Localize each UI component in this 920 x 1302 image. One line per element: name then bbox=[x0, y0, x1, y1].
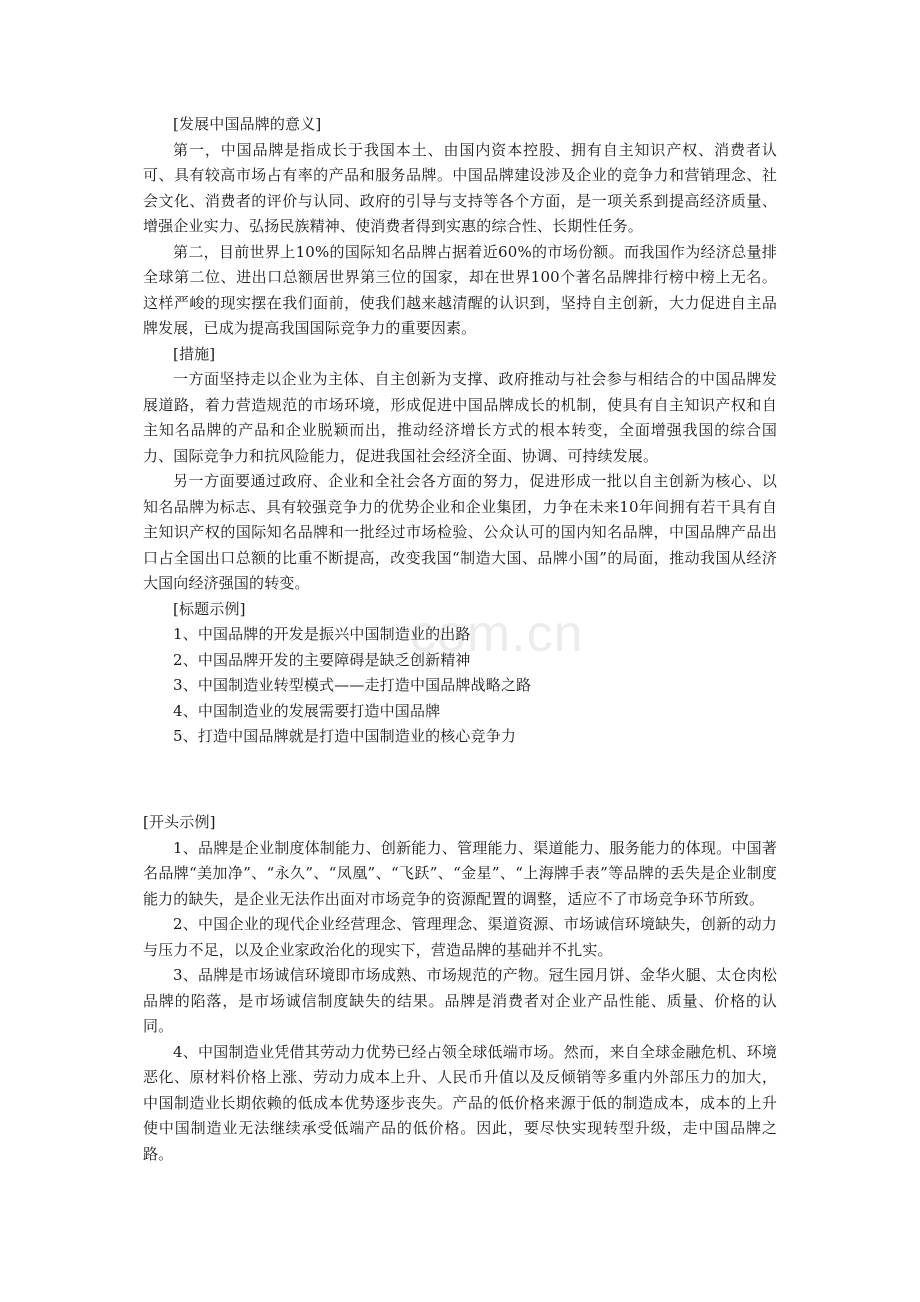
title-example-item: 3、中国制造业转型模式——走打造中国品牌战略之路 bbox=[173, 676, 532, 694]
significance-heading: [发展中国品牌的意义] bbox=[173, 115, 322, 133]
measures-paragraph-2: 另一方面要通过政府、企业和全社会各方面的努力，促进形成一批以自主创新为核心、以知名品牌为标志、具有较强竞争力的优势企业和企业集团，力争在未来10年间拥有若干具有自主知识产权的国际知名品牌和一批经过市场检验、公众认可的国内知名品牌，中国品牌产品出口占全国出口总额的比重不断提高，改变我国“制造大国、品牌小国”的局面，推动我国从经济大国向经济强国的转变。 bbox=[143, 472, 777, 592]
title-example-item: 1、中国品牌的开发是振兴中国制造业的出路 bbox=[173, 625, 471, 643]
opening-example-paragraph-3: 3、品牌是市场诚信环境即市场成熟、市场规范的产物。冠生园月饼、金华火腿、太仓肉松品牌的陷落，是市场诚信制度缺失的结果。品牌是消费者对企业产品性能、质量、价格的认同。 bbox=[143, 966, 777, 1035]
opening-examples-heading: [开头示例] bbox=[143, 813, 216, 831]
opening-example-paragraph-1: 1、品牌是企业制度体制能力、创新能力、管理能力、渠道能力、服务能力的体现。中国著名品牌“美加净”、“永久”、“凤凰”、“飞跃”、“金星”、“上海牌手表”等品牌的丢失是企业制度能力的缺失，是企业无法作出面对市场竞争的资源配置的调整，适应不了市场竞争环节所致。 bbox=[143, 838, 777, 908]
title-example-item: 2、中国品牌开发的主要障碍是缺乏创新精神 bbox=[173, 650, 471, 669]
title-example-item: 5、打造中国品牌就是打造中国制造业的核心竞争力 bbox=[173, 727, 516, 745]
opening-example-paragraph-2: 2、中国企业的现代企业经营理念、管理理念、渠道资源、市场诚信环境缺失，创新的动力与压力不足，以及企业家政治化的现实下，营造品牌的基础并不扎实。 bbox=[143, 915, 777, 959]
title-examples-heading: [标题示例] bbox=[173, 599, 246, 618]
watermark: com.cn bbox=[410, 605, 584, 663]
significance-paragraph-1: 第一，中国品牌是指成长于我国本土、由国内资本控股、拥有自主知识产权、消费者认可、具有较高市场占有率的产品和服务品牌。中国品牌建设涉及企业的竞争力和营销理念、社会文化、消费者的评价与认同、政府的引导与支持等各个方面，是一项关系到提高经济质量、增强企业实力、弘扬民族精神、使消费者得到实惠的综合性、长期性任务。 bbox=[143, 140, 777, 235]
document-section-bottom bbox=[143, 810, 777, 1167]
measures-paragraph-1: 一方面坚持走以企业为主体、自主创新为支撑、政府推动与社会参与相结合的中国品牌发展道路，着力营造规范的市场环境，形成促进中国品牌成长的机制，使具有自主知识产权和自主知名品牌的产品和企业脱颖而出，推动经济增长方式的根本转变，全面增强我国的综合国力、国际竞争力和抗风险能力，促进我国社会经济全面、协调、可持续发展。 bbox=[143, 370, 777, 465]
significance-paragraph-2: 第二，目前世界上10%的国际知名品牌占据着近60%的市场份额。而我国作为经济总量排全球第二位、进出口总额居世界第三位的国家，却在世界100个著名品牌排行榜中榜上无名。这样严峻的现实摆在我们面前，使我们越来越清醒的认识到，坚持自主创新，大力促进自主品牌发展，已成为提高我国国际竞争力的重要因素。 bbox=[143, 242, 777, 337]
opening-example-paragraph-4: 4、中国制造业凭借其劳动力优势已经占领全球低端市场。然而，来自全球金融危机、环境恶化、原材料价格上涨、劳动力成本上升、人民币升值以及反倾销等多重内外部压力的加大，中国制造业长期依赖的低成本优势逐步丧失。产品的低价格来源于低的制造成本，成本的上升使中国制造业无法继续承受低端产品的低价格。因此，要尽快实现转型升级，走中国品牌之路。 bbox=[143, 1042, 777, 1163]
title-example-item: 4、中国制造业的发展需要打造中国品牌 bbox=[173, 701, 441, 720]
document-section-top bbox=[143, 112, 777, 750]
measures-heading: [措施] bbox=[173, 344, 216, 363]
